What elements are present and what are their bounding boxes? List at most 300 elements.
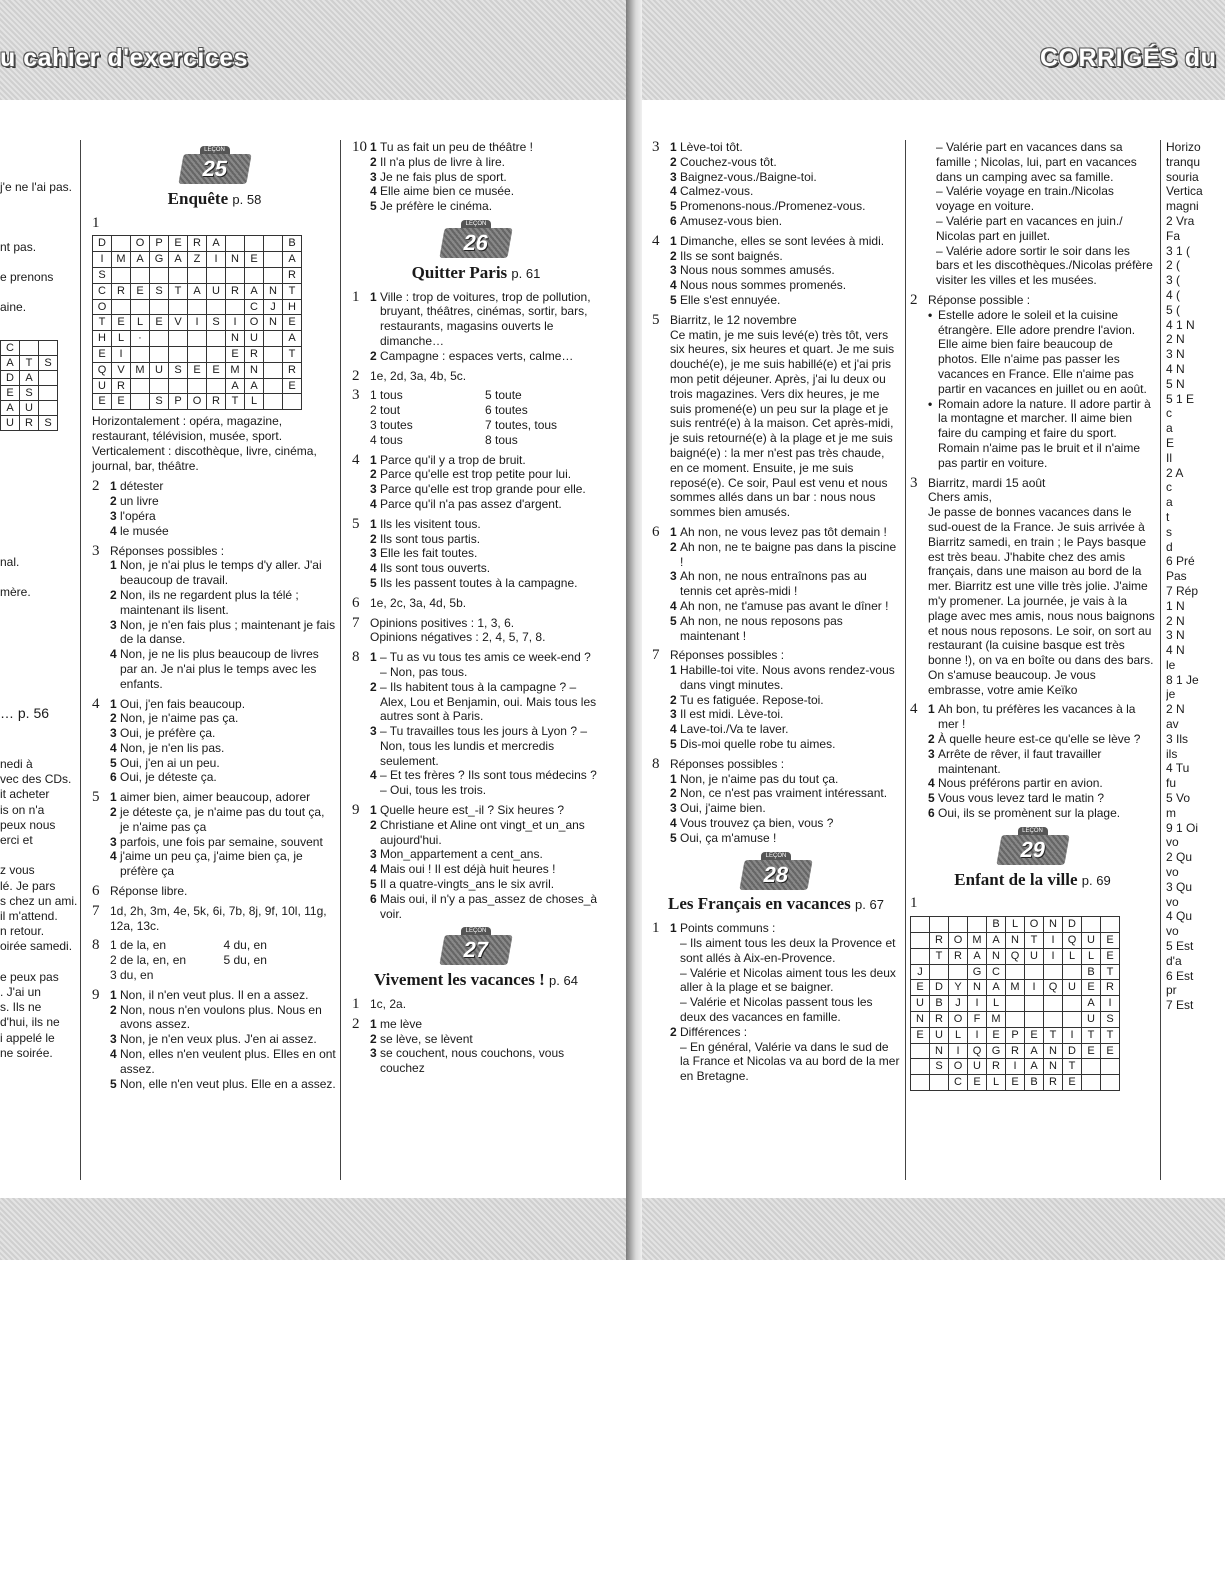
grid-cell: S (1101, 1012, 1120, 1028)
answer-number: 1 (110, 479, 117, 494)
answer-text: – Et tes frères ? Ils sont tous médecins ? – Oui, tous les trois. (380, 768, 597, 798)
grid-cell: E (987, 1027, 1006, 1043)
answer-text: me lève (380, 1016, 423, 1031)
grid-cell: · (131, 331, 150, 347)
exercise-body (670, 648, 900, 752)
grid-cell: Q (1006, 948, 1025, 964)
answer-number: 4 (370, 184, 377, 199)
grid-cell: A (1, 356, 20, 371)
grid-cell (264, 236, 283, 252)
answer-number: 1 (370, 452, 377, 467)
answer-pair (110, 953, 337, 968)
answer-text: Vous trouvez ça bien, vous ? (680, 816, 834, 831)
lesson-badge (439, 220, 513, 260)
exercise-body (928, 702, 1155, 820)
exercise (352, 290, 600, 364)
answer-text: Oui, j'en fais beaucoup. (120, 696, 246, 711)
answer-number: 2 (370, 348, 377, 363)
answer-number: 2 (670, 692, 677, 707)
answer-text: – Ils habitent tous à la campagne ? – Alex, Lou et Benjamin, oui. Mais tous les autres sont à Paris. (380, 679, 597, 724)
answer-pair (370, 433, 600, 448)
grid-cell (968, 917, 987, 933)
grid-cell: E (245, 252, 264, 268)
grid-cell (1006, 1012, 1025, 1028)
grid-cell (245, 267, 264, 283)
exercise-number: 4 (352, 451, 360, 468)
grid-cell: N (1044, 1043, 1063, 1059)
fragment-text: 7 Rép (1166, 583, 1199, 598)
grid-cell: U (1082, 1012, 1101, 1028)
grid-cell: R (283, 362, 302, 378)
fragment-text: 9 1 Oi (1166, 820, 1199, 835)
answer-item (670, 263, 900, 278)
exercise-number: 10 (352, 139, 367, 155)
fragment-text: 2 N (1166, 332, 1185, 347)
answer-text: Ah non, ne nous reposons pas maintenant ! (680, 613, 843, 643)
fragment-text: 5 N (1166, 376, 1185, 391)
exercise-number: 1 (352, 288, 360, 305)
answer-text: Je préfère le cinéma. (380, 199, 493, 214)
grid-cell: R (1006, 1043, 1025, 1059)
answer-text: Dimanche, elles se sont levées à midi. (680, 233, 885, 248)
grid-cell: S (39, 356, 58, 371)
fragment-text: aine. (0, 300, 27, 314)
grid-row (911, 1027, 1120, 1043)
answer-number: 1 (670, 140, 677, 154)
answer-item (670, 614, 900, 644)
exercise-intro: Réponses possibles : (670, 648, 785, 663)
answer-item (670, 214, 900, 229)
grid-cell (188, 267, 207, 283)
grid-cell: N (1044, 917, 1063, 933)
answer-text: Oui, j'aime bien. (680, 801, 766, 816)
answer-number: 2 (670, 786, 677, 801)
column-rule (905, 140, 906, 1180)
grid-cell (1063, 1012, 1082, 1028)
answer-text: aimer bien, aimer beaucoup, adorer (120, 790, 311, 805)
answer-number: 2 (110, 805, 117, 820)
grid-cell: B (930, 996, 949, 1012)
grid-cell: C (1, 341, 20, 356)
answer-number: 5 (670, 613, 677, 628)
answer-number: 1 (670, 663, 677, 678)
grid-cell: I (188, 315, 207, 331)
answer-text: Ils sont tous ouverts. (380, 561, 491, 576)
grid-cell: T (283, 283, 302, 299)
answer-item (110, 479, 337, 494)
grid-row (911, 1012, 1120, 1028)
answer-text: 4 du, en (223, 938, 267, 953)
answer-pair (370, 418, 600, 433)
fragment-text: 3 Qu (1166, 879, 1193, 894)
grid-cell: C (93, 283, 112, 299)
grid-cell: E (1082, 980, 1101, 996)
grid-cell: G (150, 252, 169, 268)
exercise-body (928, 293, 1155, 471)
grid-row (911, 1075, 1120, 1091)
exercise-number: 1 (652, 920, 660, 937)
lesson-title: Vivement les vacances ! p. 64 (374, 970, 578, 990)
answer-item (670, 831, 900, 846)
answer-text: Non, ils ne regardent plus la télé ; maintenant ils lisent. (120, 587, 299, 617)
fragment-text: 2 Qu (1166, 850, 1193, 865)
exercise-body (110, 544, 337, 692)
fragment-text: . J'ai un (0, 985, 41, 999)
answer-text: Parce qu'il y a trop de bruit. (380, 452, 526, 467)
answer-text: – Valérie et Nicolas aiment tous les deux aller à la plage et se baigner. (680, 965, 896, 995)
grid-cell: A (1025, 1059, 1044, 1075)
grid-row (93, 394, 302, 410)
exercise-number: 8 (92, 937, 100, 954)
answer-number: 3 (370, 847, 377, 862)
exercise-body (670, 757, 900, 846)
answer-number: 4 (670, 598, 677, 613)
lesson-label: LEÇON (1018, 827, 1048, 836)
grid-cell: T (93, 315, 112, 331)
grid-cell: R (930, 933, 949, 949)
grid-row (1, 371, 58, 386)
grid-cell: S (93, 267, 112, 283)
exercise-line: journal, bar, théâtre. (92, 458, 199, 473)
grid-cell: N (987, 948, 1006, 964)
exercise-number: 3 (92, 542, 100, 559)
answer-item (370, 680, 600, 724)
answer-number: 4 (370, 862, 377, 877)
exercise (92, 697, 337, 786)
fragment-text: … p. 56 (0, 705, 50, 721)
exercise-line: Opinions positives : 1, 3, 6. (370, 615, 515, 630)
grid-cell: P (150, 236, 169, 252)
answer-item (928, 776, 1155, 791)
fragment-text: 7 Est (1166, 998, 1194, 1013)
exercise (352, 369, 600, 384)
grid-cell: E (226, 346, 245, 362)
grid-cell: I (1101, 996, 1120, 1012)
exercise-intro: Réponse possible : (928, 292, 1031, 307)
exercise-number: 6 (652, 523, 660, 540)
grid-cell: B (1082, 964, 1101, 980)
grid-cell (1082, 1059, 1101, 1075)
exercise-body (110, 938, 337, 982)
grid-cell (150, 346, 169, 362)
grid-cell (1025, 964, 1044, 980)
grid-cell: E (112, 315, 131, 331)
exercise-text: Réponse libre. (110, 884, 188, 899)
fragment-text: 5 Vo (1166, 791, 1191, 806)
grid-cell (207, 331, 226, 347)
grid-cell (930, 964, 949, 980)
grid-cell: U (930, 1027, 949, 1043)
answer-number: 1 (670, 233, 677, 248)
grid-cell: U (1025, 948, 1044, 964)
answer-text: À quelle heure est-ce qu'elle se lève ? (938, 732, 1141, 747)
answer-item (110, 618, 337, 648)
lesson-title: Enfant de la ville p. 69 (954, 869, 1111, 889)
answer-item (370, 877, 600, 892)
grid-row (911, 980, 1120, 996)
answer-text: Ils se sont baignés. (680, 248, 783, 263)
grid-cell: D (93, 236, 112, 252)
fragment-text: 2 Vra (1166, 213, 1195, 228)
answer-text: se lève, se lèvent (380, 1031, 473, 1046)
exercise (352, 453, 600, 512)
grid-row (1, 416, 58, 431)
answer-text: Vous vous levez tard le matin ? (938, 791, 1105, 806)
grid-cell: E (131, 283, 150, 299)
answer-text: Calmez-vous. (680, 184, 754, 199)
lesson-badge (739, 852, 813, 892)
grid-cell: U (20, 401, 39, 416)
exercise-number: 2 (352, 1015, 360, 1032)
answer-number: 4 (670, 722, 677, 737)
answer-item (670, 249, 900, 264)
exercise (652, 525, 900, 643)
exercise (910, 896, 1155, 911)
column-rule (340, 140, 341, 1180)
grid-cell: B (987, 917, 1006, 933)
answer-number: 5 (110, 1076, 117, 1091)
answer-text: Non, je n'en veux plus. J'en ai assez. (120, 1032, 317, 1047)
grid-row (93, 283, 302, 299)
answer-number: 2 (670, 154, 677, 169)
grid-cell (911, 1043, 930, 1059)
grid-row (911, 1059, 1120, 1075)
fragment-text: vec des CDs. (0, 772, 72, 787)
answer-number: 3 (110, 1032, 117, 1047)
exercise-body (370, 1017, 600, 1076)
exercise (352, 997, 600, 1012)
lesson-header (652, 852, 900, 896)
lesson-number: 28 (739, 860, 812, 890)
exercise (652, 140, 900, 229)
exercise (352, 1017, 600, 1076)
answer-text: Baignez-vous./Baigne-toi. (680, 169, 817, 184)
fragment-text: 3 1 ( (1166, 243, 1191, 258)
grid-cell: T (1063, 1059, 1082, 1075)
answer-item (110, 849, 337, 879)
grid-cell (169, 346, 188, 362)
answer-item (370, 1032, 600, 1047)
answer-text: Je ne fais plus de sport. (380, 169, 507, 184)
fragment-text: vo (1166, 924, 1179, 939)
fragment-text: m (1166, 805, 1176, 820)
column-rule (1160, 140, 1161, 1180)
grid-cell: Q (968, 1043, 987, 1059)
fragment-text: vo (1166, 835, 1179, 850)
answer-number: 6 (928, 806, 935, 821)
answer-text: Non, je n'en lis pas. (120, 740, 225, 755)
grid-cell: E (1006, 1075, 1025, 1091)
grid-cell (1082, 1075, 1101, 1091)
fragment-text: Vertica (1166, 184, 1203, 199)
answer-text: Elle les fait toutes. (380, 546, 478, 561)
answer-pair (110, 938, 337, 953)
grid-cell (39, 341, 58, 356)
answer-text: Non, elles n'en veulent plus. Elles en ont assez. (120, 1047, 336, 1076)
grid-cell (1044, 964, 1063, 980)
grid-cell: E (1, 386, 20, 401)
lesson-page: p. 69 (1081, 872, 1111, 888)
exercise-text: 1e, 2d, 3a, 4b, 5c. (370, 368, 467, 383)
exercise-number: 3 (352, 387, 360, 404)
answer-number: 2 (110, 1002, 117, 1017)
answer-number: 3 (110, 508, 117, 523)
grid-cell: T (283, 346, 302, 362)
answer-number: 1 (370, 803, 377, 818)
exercise (352, 650, 600, 798)
answer-text: Christiane et Aline ont vingt_et un_ans aujourd'hui. (380, 817, 585, 847)
grid-cell: R (112, 378, 131, 394)
answer-item (370, 724, 600, 768)
exercise (92, 938, 337, 982)
grid-cell (264, 394, 283, 410)
exercise (652, 648, 900, 752)
grid-cell: S (169, 362, 188, 378)
answer-text: Il a quatre-vingts_ans le six avril. (380, 877, 555, 892)
exercise-number: 8 (652, 755, 660, 772)
answer-text: détester (120, 479, 164, 494)
answer-number (670, 936, 680, 966)
grid-cell (1044, 1012, 1063, 1028)
answer-item (370, 576, 600, 591)
fragment-text: d (1166, 539, 1173, 554)
exercise-number: 2 (92, 478, 100, 495)
grid-cell (207, 346, 226, 362)
answer-number: 2 (110, 494, 117, 509)
grid-cell (39, 386, 58, 401)
grid-cell: E (283, 315, 302, 331)
answer-item (370, 453, 600, 468)
answer-text: Parce qu'elle est trop grande pour elle. (380, 482, 586, 497)
grid-cell: M (112, 252, 131, 268)
fragment-text: vo (1166, 894, 1179, 909)
lesson-page: p. 64 (549, 973, 578, 989)
exercise-body (370, 140, 600, 214)
answer-item (670, 936, 900, 966)
answer-number: 1 (370, 1016, 377, 1031)
answer-text: Campagne : espaces verts, calme… (380, 348, 574, 363)
answer-item (370, 140, 600, 155)
answer-text: Oui, je préfère ça. (120, 726, 216, 741)
answer-text: Elle s'est ennuyée. (680, 292, 781, 307)
grid-cell (1063, 996, 1082, 1012)
grid-cell: L (987, 996, 1006, 1012)
grid-cell (131, 299, 150, 315)
grid-cell: O (949, 933, 968, 949)
exercise-line: – Valérie adore sortir le soir dans les bars et les discothèques./Nicolas préfère visiter les villes et les musées. (936, 243, 1153, 288)
fragment-text: 4 Tu (1166, 761, 1190, 776)
exercise-body (370, 997, 600, 1012)
grid-cell (131, 346, 150, 362)
answer-number (670, 995, 680, 1025)
answer-item (670, 278, 900, 293)
continued-answer (910, 140, 1155, 288)
lesson-title: Les Français en vacances p. 67 (668, 894, 884, 914)
answer-number: • (928, 307, 933, 322)
grid-cell: E (283, 378, 302, 394)
grid-cell: E (150, 315, 169, 331)
column-lessons-26-27 (352, 140, 600, 1081)
answer-pair (110, 968, 337, 983)
grid-cell: M (226, 362, 245, 378)
answer-text: parfois, une fois par semaine, souvent (120, 834, 323, 849)
grid-cell (1006, 964, 1025, 980)
grid-cell: O (949, 1059, 968, 1075)
answer-text: 1 tous (370, 388, 403, 403)
answer-number: 5 (670, 737, 677, 752)
answer-text: Romain adore la nature. Il adore partir à la montagne et marcher. Il aime bien faire du camping et faire du sport. Romain n'aime pas le bruit et il n'aime pas partir en voiture. (938, 396, 1151, 470)
exercise-body (670, 234, 900, 308)
answer-item (670, 140, 900, 155)
answer-number: 3 (670, 707, 677, 722)
right-header-title: CORRIGÉS du (1040, 44, 1217, 72)
grid-cell: Q (1063, 933, 1082, 949)
grid-cell (930, 917, 949, 933)
exercise (910, 293, 1155, 471)
grid-cell: I (1006, 1059, 1025, 1075)
grid-cell (949, 917, 968, 933)
grid-cell (1101, 1075, 1120, 1091)
answer-text: 3 toutes (370, 417, 413, 432)
exercise (352, 140, 600, 214)
grid-row (1, 341, 58, 356)
answer-text: Non, je n'aime pas ça. (120, 711, 239, 726)
grid-cell (112, 236, 131, 252)
fragment-text: a (1166, 421, 1173, 436)
grid-cell: E (1101, 933, 1120, 949)
grid-cell: I (968, 1027, 987, 1043)
answer-text: Oui, ils se promènent sur la plage. (938, 806, 1121, 821)
answer-number: 5 (110, 755, 117, 770)
fragment-text: souria (1166, 169, 1199, 184)
grid-row (911, 933, 1120, 949)
answer-number: 5 (928, 791, 935, 806)
grid-cell: R (188, 236, 207, 252)
answer-text: Ils les passent toutes à la campagne. (380, 575, 578, 590)
bottom-band (0, 1198, 1225, 1260)
answer-text: Non, je ne lis plus beaucoup de livres par an. Je n'ai plus le temps avec les enfants. (120, 647, 319, 691)
answer-item (928, 732, 1155, 747)
lesson-page: p. 67 (855, 897, 884, 913)
exercise (910, 702, 1155, 820)
fragment-text: 8 1 Je (1166, 672, 1199, 687)
grid-cell: E (1101, 1043, 1120, 1059)
answer-text: Promenons-nous./Promenez-vous. (680, 199, 866, 214)
answer-item (670, 1040, 900, 1084)
grid-cell: U (1082, 933, 1101, 949)
grid-cell (150, 331, 169, 347)
answer-item (370, 349, 600, 364)
exercise-number: 5 (92, 789, 100, 806)
grid-cell (1101, 1059, 1120, 1075)
answer-text: Nous nous sommes amusés. (680, 263, 835, 278)
grid-cell: L (112, 331, 131, 347)
fragment-text: d'hui, ils ne (0, 1015, 60, 1030)
exercise-body (370, 803, 600, 921)
answer-number: 5 (370, 877, 377, 892)
fragment-text: 5 Est (1166, 939, 1194, 954)
fragment-text: 4 Qu (1166, 909, 1193, 924)
exercise (652, 921, 900, 1084)
lesson-number: 29 (996, 835, 1069, 865)
exercise (92, 884, 337, 899)
grid-cell (1044, 996, 1063, 1012)
exercise-body (110, 479, 337, 538)
answer-item (110, 741, 337, 756)
grid-row (93, 378, 302, 394)
answer-number: 5 (370, 575, 377, 590)
answer-item (110, 1077, 337, 1092)
